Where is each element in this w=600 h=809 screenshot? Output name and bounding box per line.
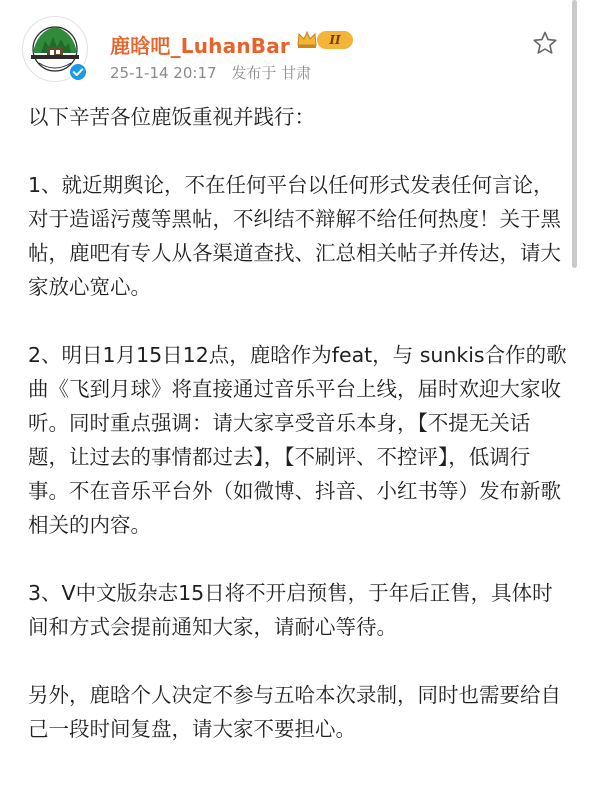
verified-check-icon [68, 62, 88, 82]
post-paragraph: 1、就近期舆论，不在任何平台以任何形式发表任何言论，对于造谣污蔑等黑帖，不纠结不辩解不给任何热度！关于黑帖，鹿吧有专人从各渠道查找、汇总相关帖子并传达，请大家放心宽心。 [28, 173, 561, 299]
level-badge[interactable]: II [317, 31, 353, 49]
post-paragraph: 2、明日1月15日12点，鹿晗作为feat，与 sunkis合作的歌曲《飞到月球》将直接通过音乐平台上线，届时欢迎大家收听。同时重点强调：请大家享受音乐本身，【不提无关话题，让过去的事情都过去】，【不刷评、不控评】，低调行事。不在音乐平台外（如微博、抖音、小红书等）发布新歌相关的内容。 [28, 343, 567, 537]
scrollbar-thumb[interactable] [572, 0, 577, 268]
post-paragraph: 以下辛苦各位鹿饭重视并践行： [28, 105, 315, 129]
post-location: 发布于 甘肃 [231, 64, 312, 82]
post-header [0, 0, 600, 96]
post-paragraph: 3、V中文版杂志15日将不开启预售，于年后正售，具体时间和方式会提前通知大家，请耐心等待。 [28, 581, 553, 639]
post-content [28, 100, 568, 780]
post-paragraph: 另外，鹿晗个人决定不参与五哈本次录制，同时也需要给自己一段时间复盘，请大家不要担心。 [28, 683, 561, 741]
crown-icon [296, 28, 318, 50]
post-date: 25-1-14 20:17 [110, 64, 217, 82]
username[interactable]: 鹿晗吧_LuhanBar [110, 34, 290, 58]
post-meta [110, 62, 321, 83]
star-icon[interactable] [532, 30, 558, 56]
